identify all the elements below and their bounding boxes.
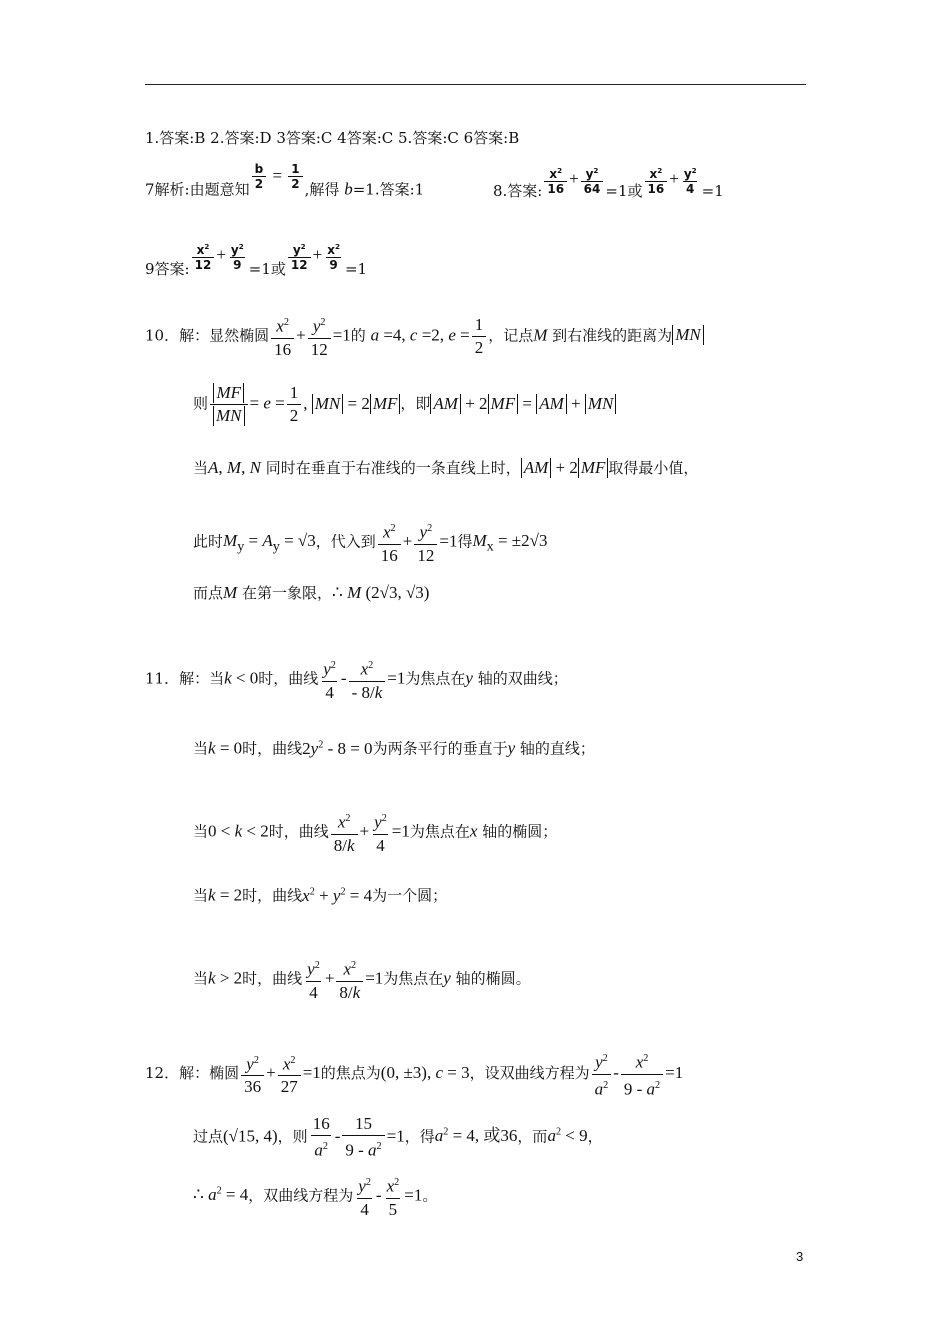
- page-number: 3: [796, 1249, 804, 1264]
- q10-line-5: 而点M 在第一象限，∴ M (2√3, √3): [193, 583, 430, 602]
- q11-line-5: 当k > 2时，曲线 $\frac{y^2}{4}$ + $\frac{x^2}{8/k}$ =1为焦点在y 轴的椭圆。: [193, 959, 531, 1002]
- q12-line-1: 12．解：椭圆 $\frac{y^2}{36}$ + $\frac{x^2}{27}$ =1的焦点为(0, ±3), c = 3，设双曲线方程为 $\frac{y^2}{a^2}$ - $\frac{x^2}{9 - a^2}$ =1: [145, 1052, 684, 1099]
- q8-line: 8.答案: $\frac{x^2}{16}$ + $\frac{y^2}{64}$ =1或 $\frac{x^2}{16}$ + $\frac{y^2}{4}$ =1: [493, 166, 724, 200]
- q10-line-1: 10．解：显然椭圆 $\frac{x^2}{16}$ + $\frac{y^2}{12}$ =1的 a =4, c =2, e = $\frac{1}{2}$ ，记点M 到右准线的距离为 MN: [145, 312, 704, 361]
- answers-row-1: 1.答案:B 2.答案:D 3答案:C 4答案:C 5.答案:C 6答案:B: [145, 129, 520, 147]
- q11-line-4: 当k = 2时，曲线$x^2 + y^2 = 4$为一个圆；: [193, 885, 448, 905]
- q12-line-2: 过点(√15, 4)，则 $\frac{16}{a^2}$ - $\frac{15}{9 - a^2}$ =1，得$a^2 = 4$, 或36，而$a^2 < 9$，: [193, 1114, 603, 1160]
- q10-line-3: 当A, M, N 同时在垂直于右准线的一条直线上时， AM + 2 MF 取得最小值，: [193, 458, 699, 477]
- q10-line-4: 此时$M_y = A_y = √3$，代入到 $\frac{x^2}{16}$ + $\frac{y^2}{12}$ =1得$M_x = \pm 2√3$: [193, 522, 548, 565]
- q9-line: 9答案: $\frac{x^2}{12}$ + $\frac{y^2}{9}$ =1或 $\frac{y^2}{12}$ + $\frac{x^2}{9}$ =1: [145, 242, 368, 278]
- q12-line-3: ∴ $a^2 = 4$，双曲线方程为 $\frac{y^2}{4}$ - $\frac{x^2}{5}$ =1。: [193, 1176, 438, 1219]
- q11-line-2: 当k = 0时，曲线$2y^2 - 8 = 0$为两条平行的垂直于y 轴的直线；: [193, 738, 595, 758]
- q11-line-3: 当0 < k < 2时，曲线 $\frac{x^2}{8/k}$ + $\frac{y^2}{4}$ =1为焦点在x 轴的椭圆；: [193, 812, 558, 855]
- header-rule: [145, 84, 806, 85]
- q11-line-1: 11．解：当k < 0时，曲线 $\frac{y^2}{4}$ - $\frac{x^2}{- 8/k}$ =1为焦点在y 轴的双曲线；: [145, 659, 568, 702]
- q7-line: 7解析:由题意知 $\frac{b}{2}$ = $\frac{1}{2}$ ,解得 b=1.答案:1: [145, 162, 425, 199]
- q10-line-2: 则 $\frac{MF}{MN}$ = e = $\frac{1}{2}$ , MN = 2 MF ，即 AM + 2 MF = AM + MN: [193, 382, 616, 427]
